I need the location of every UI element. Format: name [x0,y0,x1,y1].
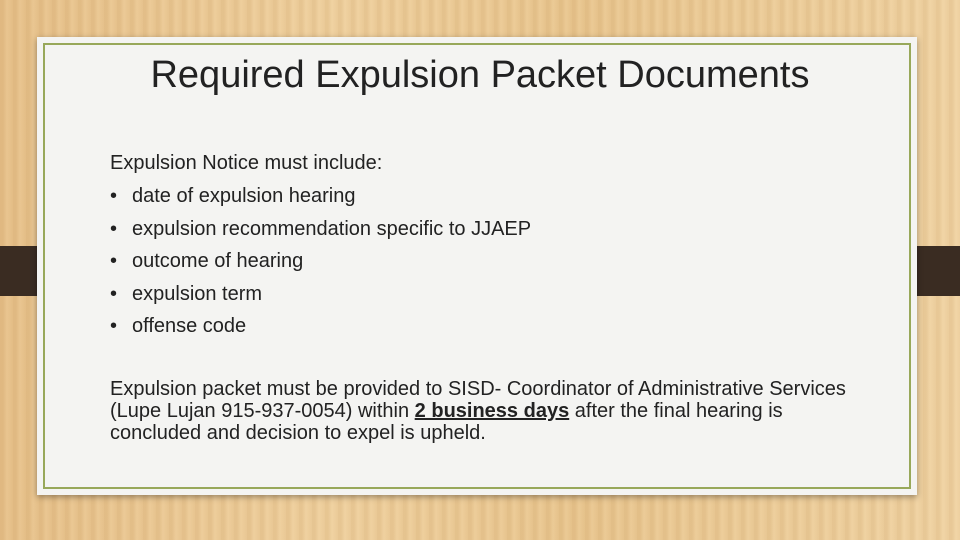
deadline-text-after: after the final hearing is concluded and decision to expel is upheld. [110,400,783,444]
list-item-text: expulsion term [132,282,263,305]
notice-lead-text: Expulsion Notice must include: [110,152,383,174]
list-item-text: expulsion recommendation specific to JJAEP [132,217,532,240]
list-item [110,183,531,216]
deadline-text-before: Expulsion packet must be provided to SISD- Coordinator of Administrative Services (Lupe Lujan 915-937-0054) within [110,378,846,422]
list-item [110,313,531,346]
list-item [110,281,531,314]
list-item-text: offense code [132,315,247,337]
list-item-text: date of expulsion hearing [132,185,356,207]
bullet-icon: • [110,315,118,337]
list-item [110,248,531,281]
bullet-icon: • [110,217,118,240]
deadline-emphasis: 2 business days [414,400,570,422]
list-item-text: outcome of hearing [132,250,304,272]
bullet-icon: • [110,185,118,207]
slide-title: Required Expulsion Packet Documents [150,54,810,96]
requirements-list [110,183,531,346]
bullet-icon: • [110,250,118,272]
list-item [110,216,531,249]
bullet-icon: • [110,282,118,305]
deadline-paragraph [110,378,870,444]
